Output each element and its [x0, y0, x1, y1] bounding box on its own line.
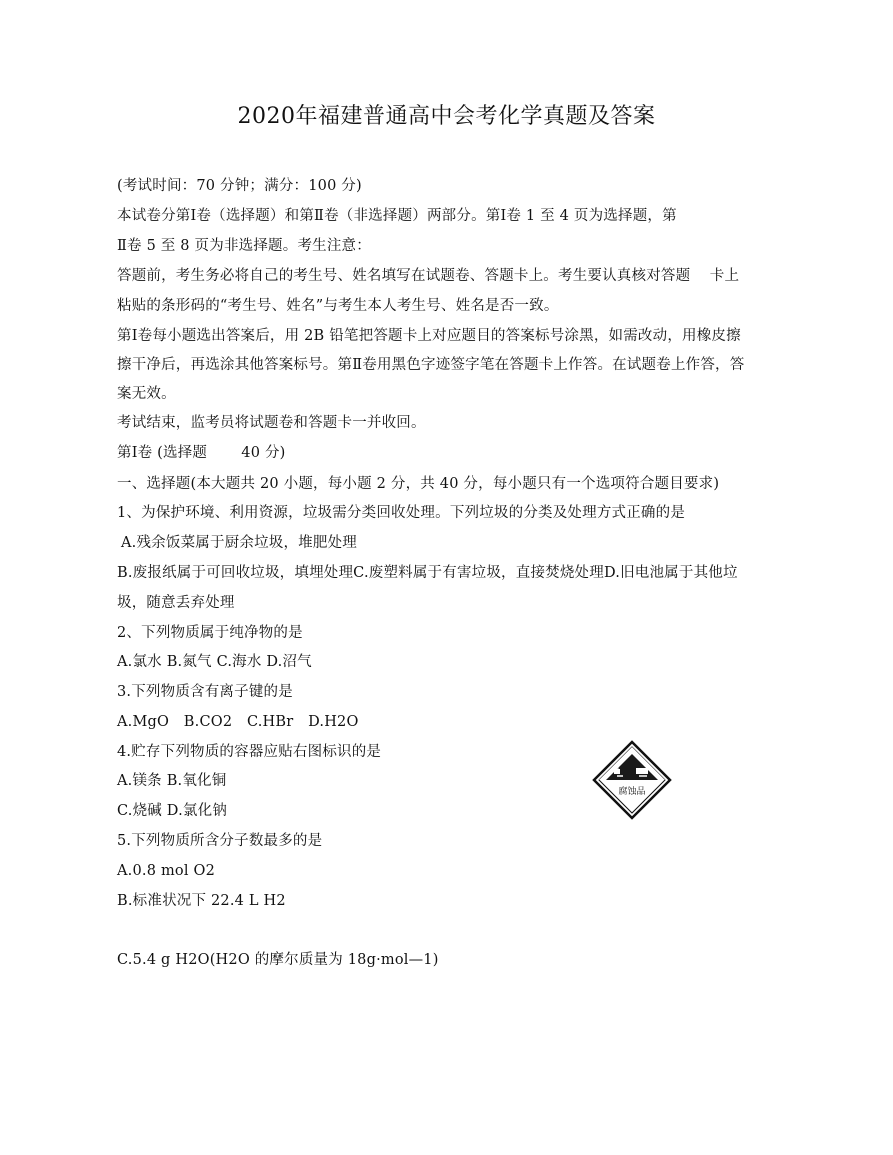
question-2: 2、下列物质属于纯净物的是 — [117, 625, 303, 641]
question-2-options: A.氯水 B.氮气 C.海水 D.沼气 — [117, 654, 312, 670]
section-heading: 第Ⅰ卷 (选择题 40 分) — [117, 445, 286, 461]
question-1: 1、为保护环境、利用资源，垃圾需分类回收处理。下列垃圾的分类及处理方式正确的是 — [117, 505, 686, 521]
corrosive-hazard-sign — [592, 740, 672, 820]
instruction-line: 考试结束，监考员将试题卷和答题卡一并收回。 — [117, 415, 426, 431]
question-1-options-continued: 圾，随意丢弃处理 — [117, 595, 235, 611]
document-title: 2020年福建普通高中会考化学真题及答案 — [237, 104, 656, 129]
hazard-label: 腐蚀品 — [618, 787, 646, 797]
exam-info-line: (考试时间：70 分钟；满分：100 分) — [117, 178, 362, 194]
instruction-line: 本试卷分第Ⅰ卷（选择题）和第Ⅱ卷（非选择题）两部分。第Ⅰ卷 1 至 4 页为选择题，第 — [117, 208, 677, 224]
instruction-line: 第Ⅰ卷每小题选出答案后，用 2B 铅笔把答题卡上对应题目的答案标号涂黑，如需改动，用橡皮擦 — [117, 328, 741, 344]
question-1-option-a: A.残余饭菜属于厨余垃圾，堆肥处理 — [121, 535, 357, 551]
instruction-line: 擦干净后，再选涂其他答案标号。第Ⅱ卷用黑色字迹签字笔在答题卡上作答。在试题卷上作答，答 — [117, 357, 745, 373]
corrosive-hazard-icon — [592, 740, 672, 820]
question-5-option-a: A.0.8 mol O2 — [117, 863, 215, 879]
question-5-option-b: B.标准状况下 22.4 L H2 — [117, 893, 286, 909]
instruction-line: 粘贴的条形码的“考生号、姓名”与考生本人考生号、姓名是否一致。 — [117, 298, 559, 314]
question-3-options: A.MgO B.CO2 C.HBr D.H2O — [117, 714, 359, 730]
instruction-line: 答题前，考生务必将自己的考生号、姓名填写在试题卷、答题卡上。考生要认真核对答题 卡上 — [117, 268, 740, 284]
question-4: 4.贮存下列物质的容器应贴右图标识的是 — [117, 744, 382, 760]
question-3: 3.下列物质含有离子键的是 — [117, 684, 293, 700]
question-4-options-ab: A.镁条 B.氧化铜 — [117, 773, 227, 789]
question-1-options-bcd: B.废报纸属于可回收垃圾，填埋处理C.废塑料属于有害垃圾，直接焚烧处理D.旧电池属于其他垃 — [117, 565, 738, 581]
instruction-line: Ⅱ卷 5 至 8 页为非选择题。考生注意： — [117, 238, 371, 254]
section-description: 一、选择题(本大题共 20 小题，每小题 2 分，共 40 分，每小题只有一个选项符合题目要求) — [117, 476, 720, 492]
question-5: 5.下列物质所含分子数最多的是 — [117, 833, 323, 849]
instruction-line: 案无效。 — [117, 386, 176, 402]
question-4-options-cd: C.烧碱 D.氯化钠 — [117, 803, 228, 819]
question-5-option-c: C.5.4 g H2O(H2O 的摩尔质量为 18g·mol—1) — [117, 952, 439, 968]
